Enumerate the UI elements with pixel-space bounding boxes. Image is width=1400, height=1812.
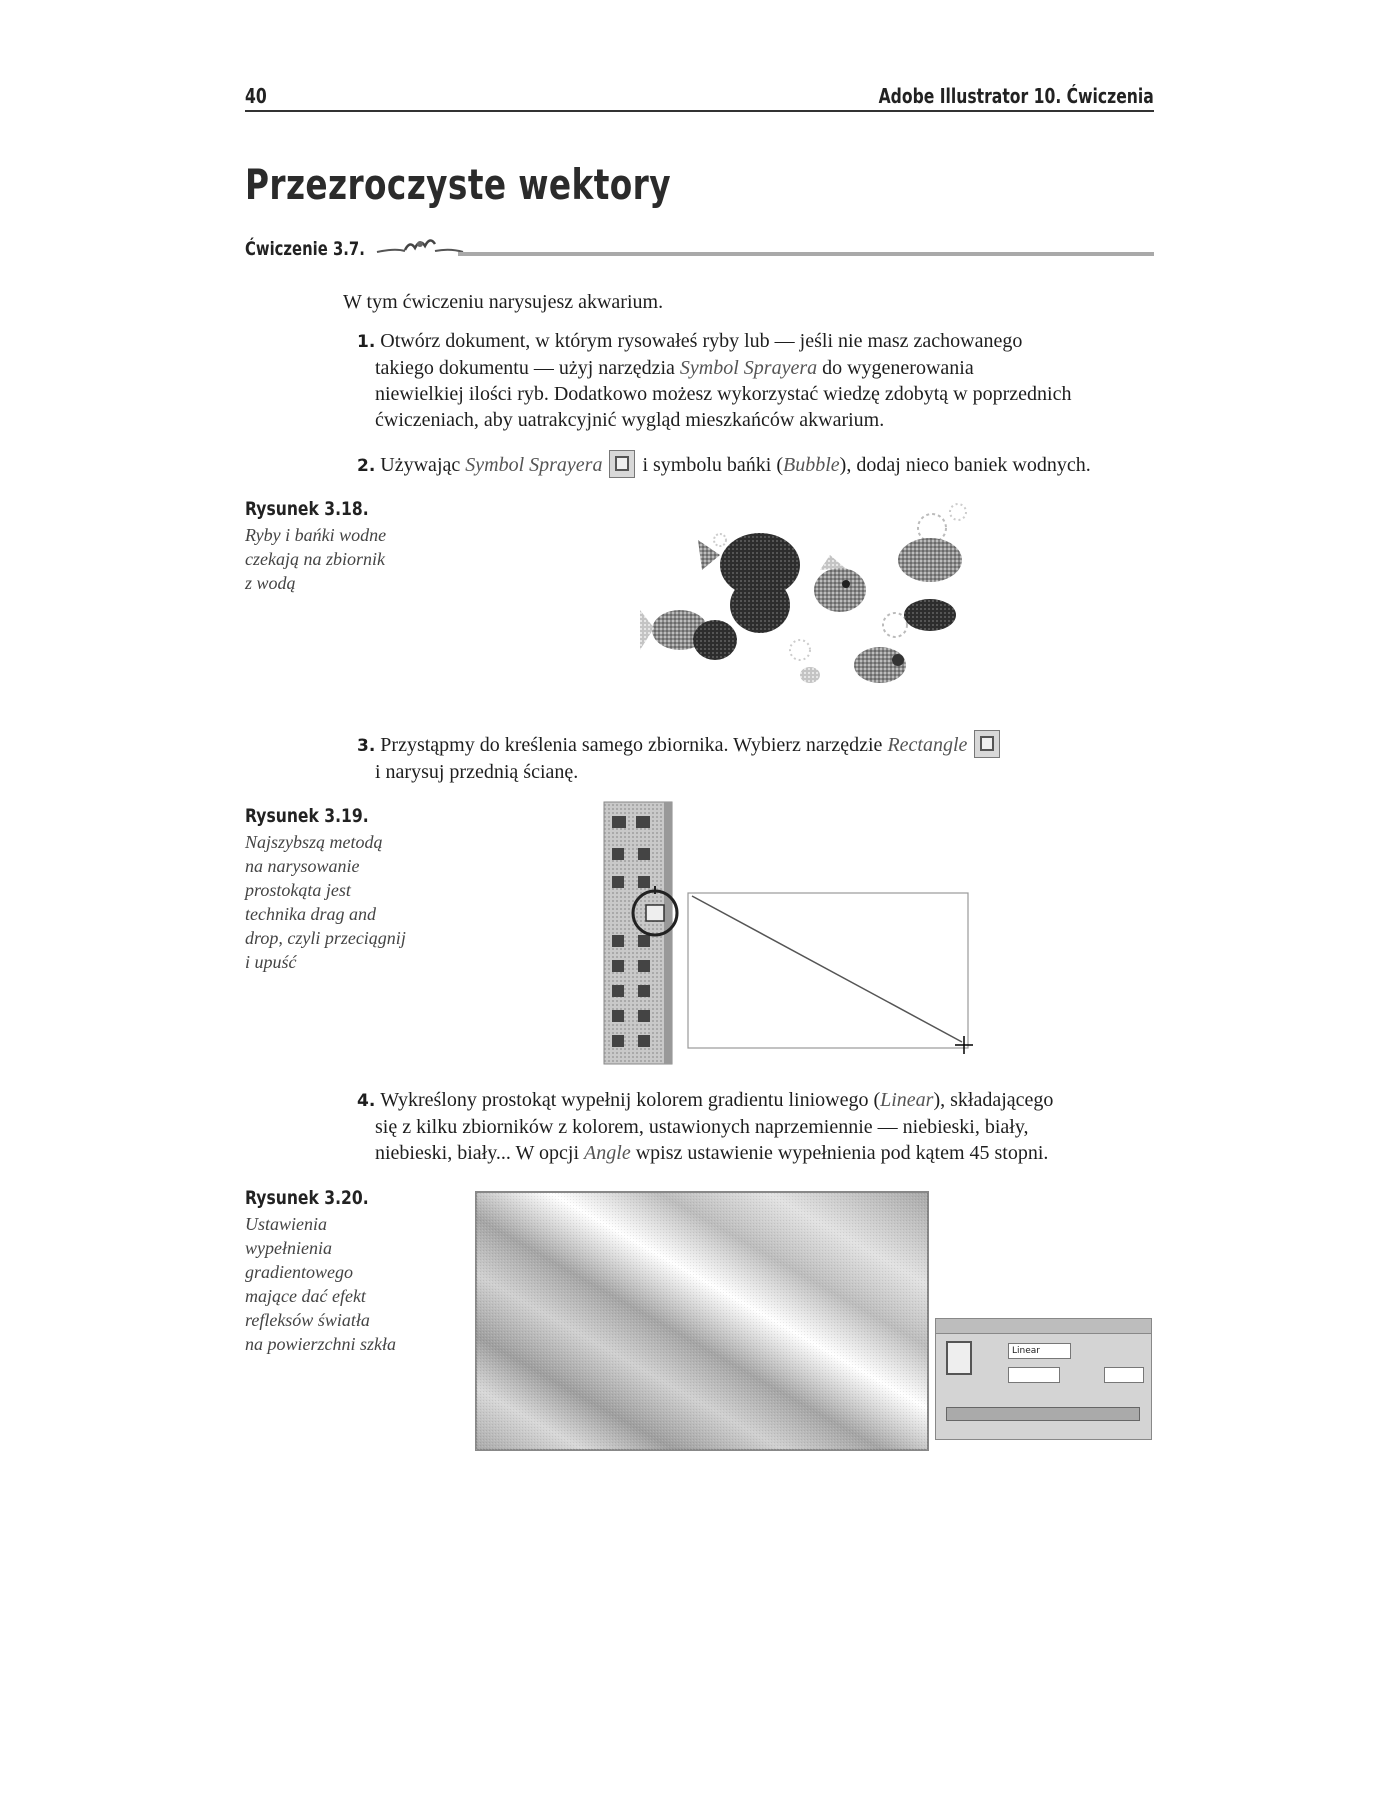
ornament-icon (375, 236, 465, 260)
step-2-post: ), dodaj nieco baniek wodnych. (839, 454, 1091, 476)
step-2-pre: Używając (380, 454, 466, 476)
step-1-line-4: ćwiczeniach, aby uatrakcyjnić wygląd mieszkańców akwarium. (375, 409, 885, 431)
caption-line: mające dać efekt (245, 1286, 366, 1306)
fish-and-bubbles-illustration (640, 500, 980, 690)
gradient-slider (946, 1407, 1140, 1421)
step-1-line-2b: do wygenerowania (817, 357, 974, 379)
angle-field (1008, 1367, 1060, 1383)
gradient-type-select: Linear (1008, 1343, 1071, 1359)
step-3-line-2: i narysuj przednią ścianę. (375, 761, 579, 783)
figure-3-19-label: Rysunek 3.19. (245, 805, 369, 827)
figure-3-20-caption (245, 1212, 445, 1356)
step-1-line-2-em: Symbol Sprayera (679, 357, 818, 379)
step-1-line-1: Otwórz dokument, w którym rysowałeś ryby lub — jeśli nie masz zachowanego (380, 330, 1023, 352)
figure-3-18-caption (245, 523, 445, 595)
step-number: 4. (357, 1091, 376, 1111)
step-number: 1. (357, 332, 376, 352)
step-number: 3. (357, 736, 376, 756)
intro-paragraph: W tym ćwiczeniu narysujesz akwarium. (343, 291, 664, 313)
page-number: 40 (245, 84, 267, 108)
step-3 (357, 730, 1157, 785)
caption-line: wypełnienia (245, 1238, 332, 1258)
caption-line: refleksów światła (245, 1310, 370, 1330)
symbol-sprayer-tool-icon (609, 450, 635, 478)
caption-line: gradientowego (245, 1262, 353, 1282)
step-1-line-3: niewielkiej ilości ryb. Dodatkowo możesz wykorzystać wiedzę zdobytą w poprzednich (375, 383, 1072, 405)
caption-line: z wodą (245, 573, 296, 593)
step-4-line-3a: niebieski, biały... W opcji (375, 1142, 585, 1164)
step-1 (357, 328, 1157, 433)
location-field (1104, 1367, 1144, 1383)
caption-line: na narysowanie (245, 856, 360, 876)
rectangle-drag-illustration (600, 800, 980, 1065)
figure-3-19-caption (245, 830, 445, 974)
figure-3-20-label: Rysunek 3.20. (245, 1187, 369, 1209)
section-title: Przezroczyste wektory (245, 160, 671, 209)
step-4 (357, 1087, 1157, 1166)
step-4-line-1-post: ), składającego (933, 1089, 1054, 1111)
gradient-panel-tabs (936, 1319, 1151, 1334)
step-2-em2: Bubble (783, 454, 840, 476)
caption-line: czekają na zbiornik (245, 549, 385, 569)
step-4-em1: Linear (880, 1089, 934, 1111)
caption-line: technika drag and (245, 904, 376, 924)
step-4-em2: Angle (584, 1142, 631, 1164)
header-rule (245, 110, 1154, 112)
step-3-line-1: Przystąpmy do kreślenia samego zbiornika. Wybierz narzędzie (380, 734, 888, 756)
step-4-line-1: Wykreślony prostokąt wypełnij kolorem gradientu liniowego ( (380, 1089, 881, 1111)
step-2-mid: i symbolu bańki ( (637, 454, 783, 476)
caption-line: drop, czyli przeciągnij (245, 928, 406, 948)
rectangle-tool-icon (974, 730, 1000, 758)
step-4-line-3b: wpisz ustawienie wypełnienia pod kątem 45 stopni. (630, 1142, 1049, 1164)
exercise-rule (458, 252, 1154, 256)
caption-line: Ustawienia (245, 1214, 328, 1234)
running-title: Adobe Illustrator 10. Ćwiczenia (878, 84, 1154, 108)
step-2-em1: Symbol Sprayera (465, 454, 603, 476)
caption-line: prostokąta jest (245, 880, 351, 900)
caption-line: i upuść (245, 952, 297, 972)
step-3-em: Rectangle (887, 734, 968, 756)
step-2 (357, 450, 1157, 479)
caption-line: Najszybszą metodą (245, 832, 383, 852)
caption-line: na powierzchni szkła (245, 1334, 396, 1354)
exercise-label: Ćwiczenie 3.7. (245, 238, 365, 260)
step-number: 2. (357, 456, 376, 476)
step-4-line-2: się z kilku zbiorników z kolorem, ustawionych naprzemiennie — niebieski, biały, (375, 1116, 1029, 1138)
step-1-line-2a: takiego dokumentu — użyj narzędzia (375, 357, 680, 379)
diagonal-gradient-rectangle (474, 1190, 930, 1452)
gradient-panel (935, 1318, 1152, 1440)
caption-line: Ryby i bańki wodne (245, 525, 387, 545)
figure-3-18-label: Rysunek 3.18. (245, 498, 369, 520)
gradient-swatch (946, 1341, 972, 1375)
